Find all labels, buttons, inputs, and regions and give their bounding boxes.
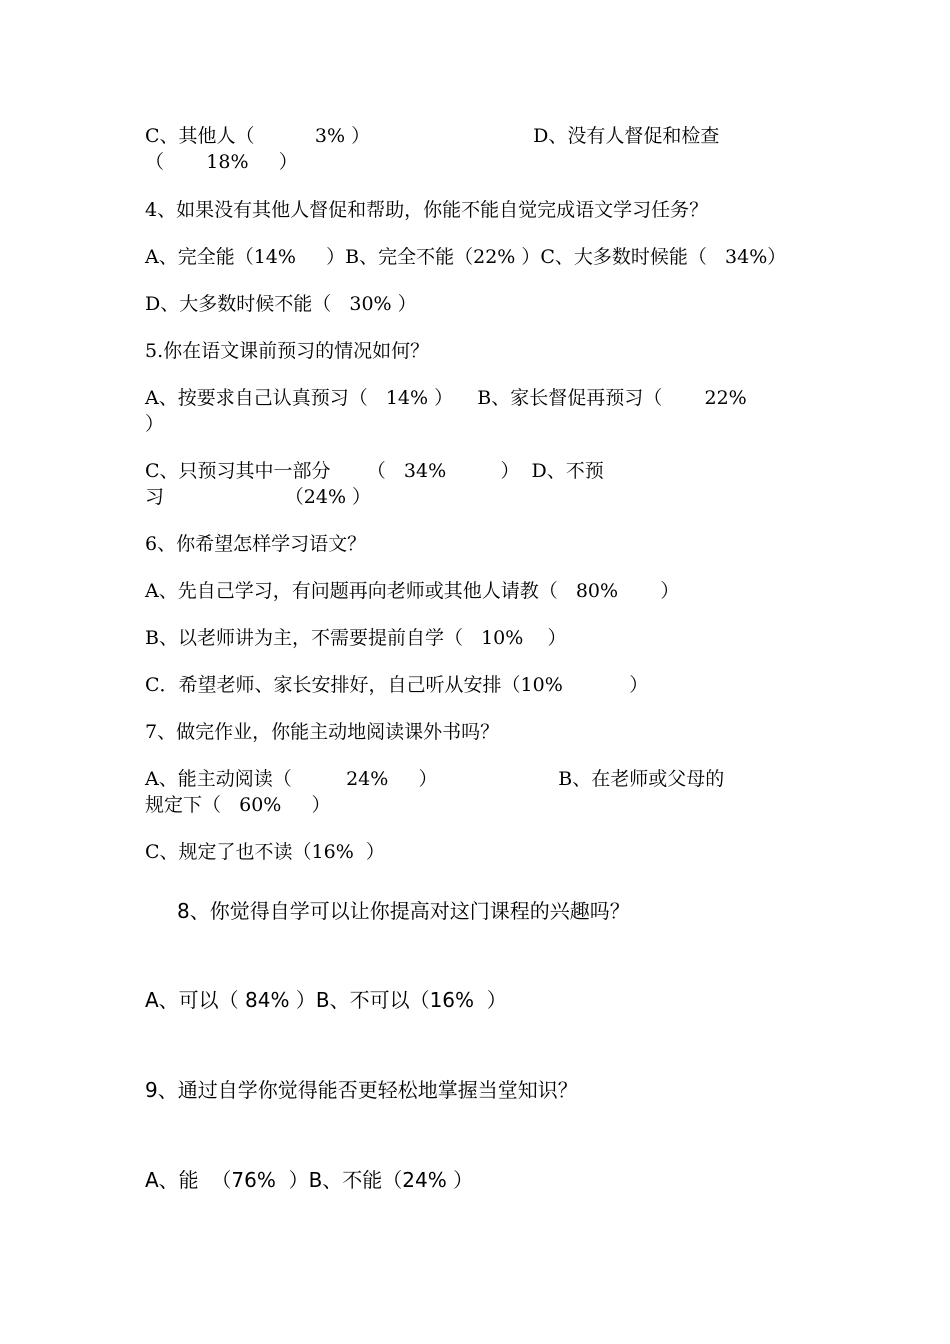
q8-options: A、可以（ 84% ）B、不可以（16% ） [145,988,507,1012]
q4-option-d: D、大多数时候不能（ 30% ） [145,293,417,315]
q5-question: 5.你在语文课前预习的情况如何？ [145,340,430,362]
q5-options-cd-cont: 习 （24% ） [145,486,372,508]
q5-options-ab: A、按要求自己认真预习（ 14% ） B、家长督促再预习（ 22% [145,387,747,409]
q4-question: 4、如果没有其他人督促和帮助，你能不能自觉完成语文学习任务？ [145,199,709,221]
q5-options-cd: C、只预习其中一部分 （ 34% ） D、不预 [145,460,604,482]
q6-option-b: B、以老师讲为主，不需要提前自学（ 10% ） [145,627,567,649]
q9-question: 9、通过自学你觉得能否更轻松地掌握当堂知识？ [145,1078,578,1102]
q6-question: 6、你希望怎样学习语文？ [145,533,367,555]
q7-option-c: C、规定了也不读（16% ） [145,841,385,863]
q7-options-ab-cont: 规定下（ 60% ） [145,794,331,816]
q4-options-abc: A、完全能（14% ）B、完全不能（22% ）C、大多数时候能（ 34%） [145,246,787,268]
q9-options: A、能 （76% ）B、不能（24% ） [145,1168,474,1192]
q6-option-c: C．希望老师、家长安排好，自己听从安排（10% ） [145,674,649,696]
q6-option-a: A、先自己学习，有问题再向老师或其他人请教（ 80% ） [145,580,680,602]
q5-options-ab-cont: ） [145,413,165,435]
q7-options-ab: A、能主动阅读（ 24% ） B、在老师或父母的 [145,768,725,790]
q3-options-cd: C、其他人（ 3% ） D、没有人督促和检查 [145,125,720,147]
q7-question: 7、做完作业，你能主动地阅读课外书吗？ [145,721,500,743]
q3-option-d-percent: （ 18% ） [145,151,298,173]
q8-question: 8、你觉得自学可以让你提高对这门课程的兴趣吗？ [177,899,630,923]
